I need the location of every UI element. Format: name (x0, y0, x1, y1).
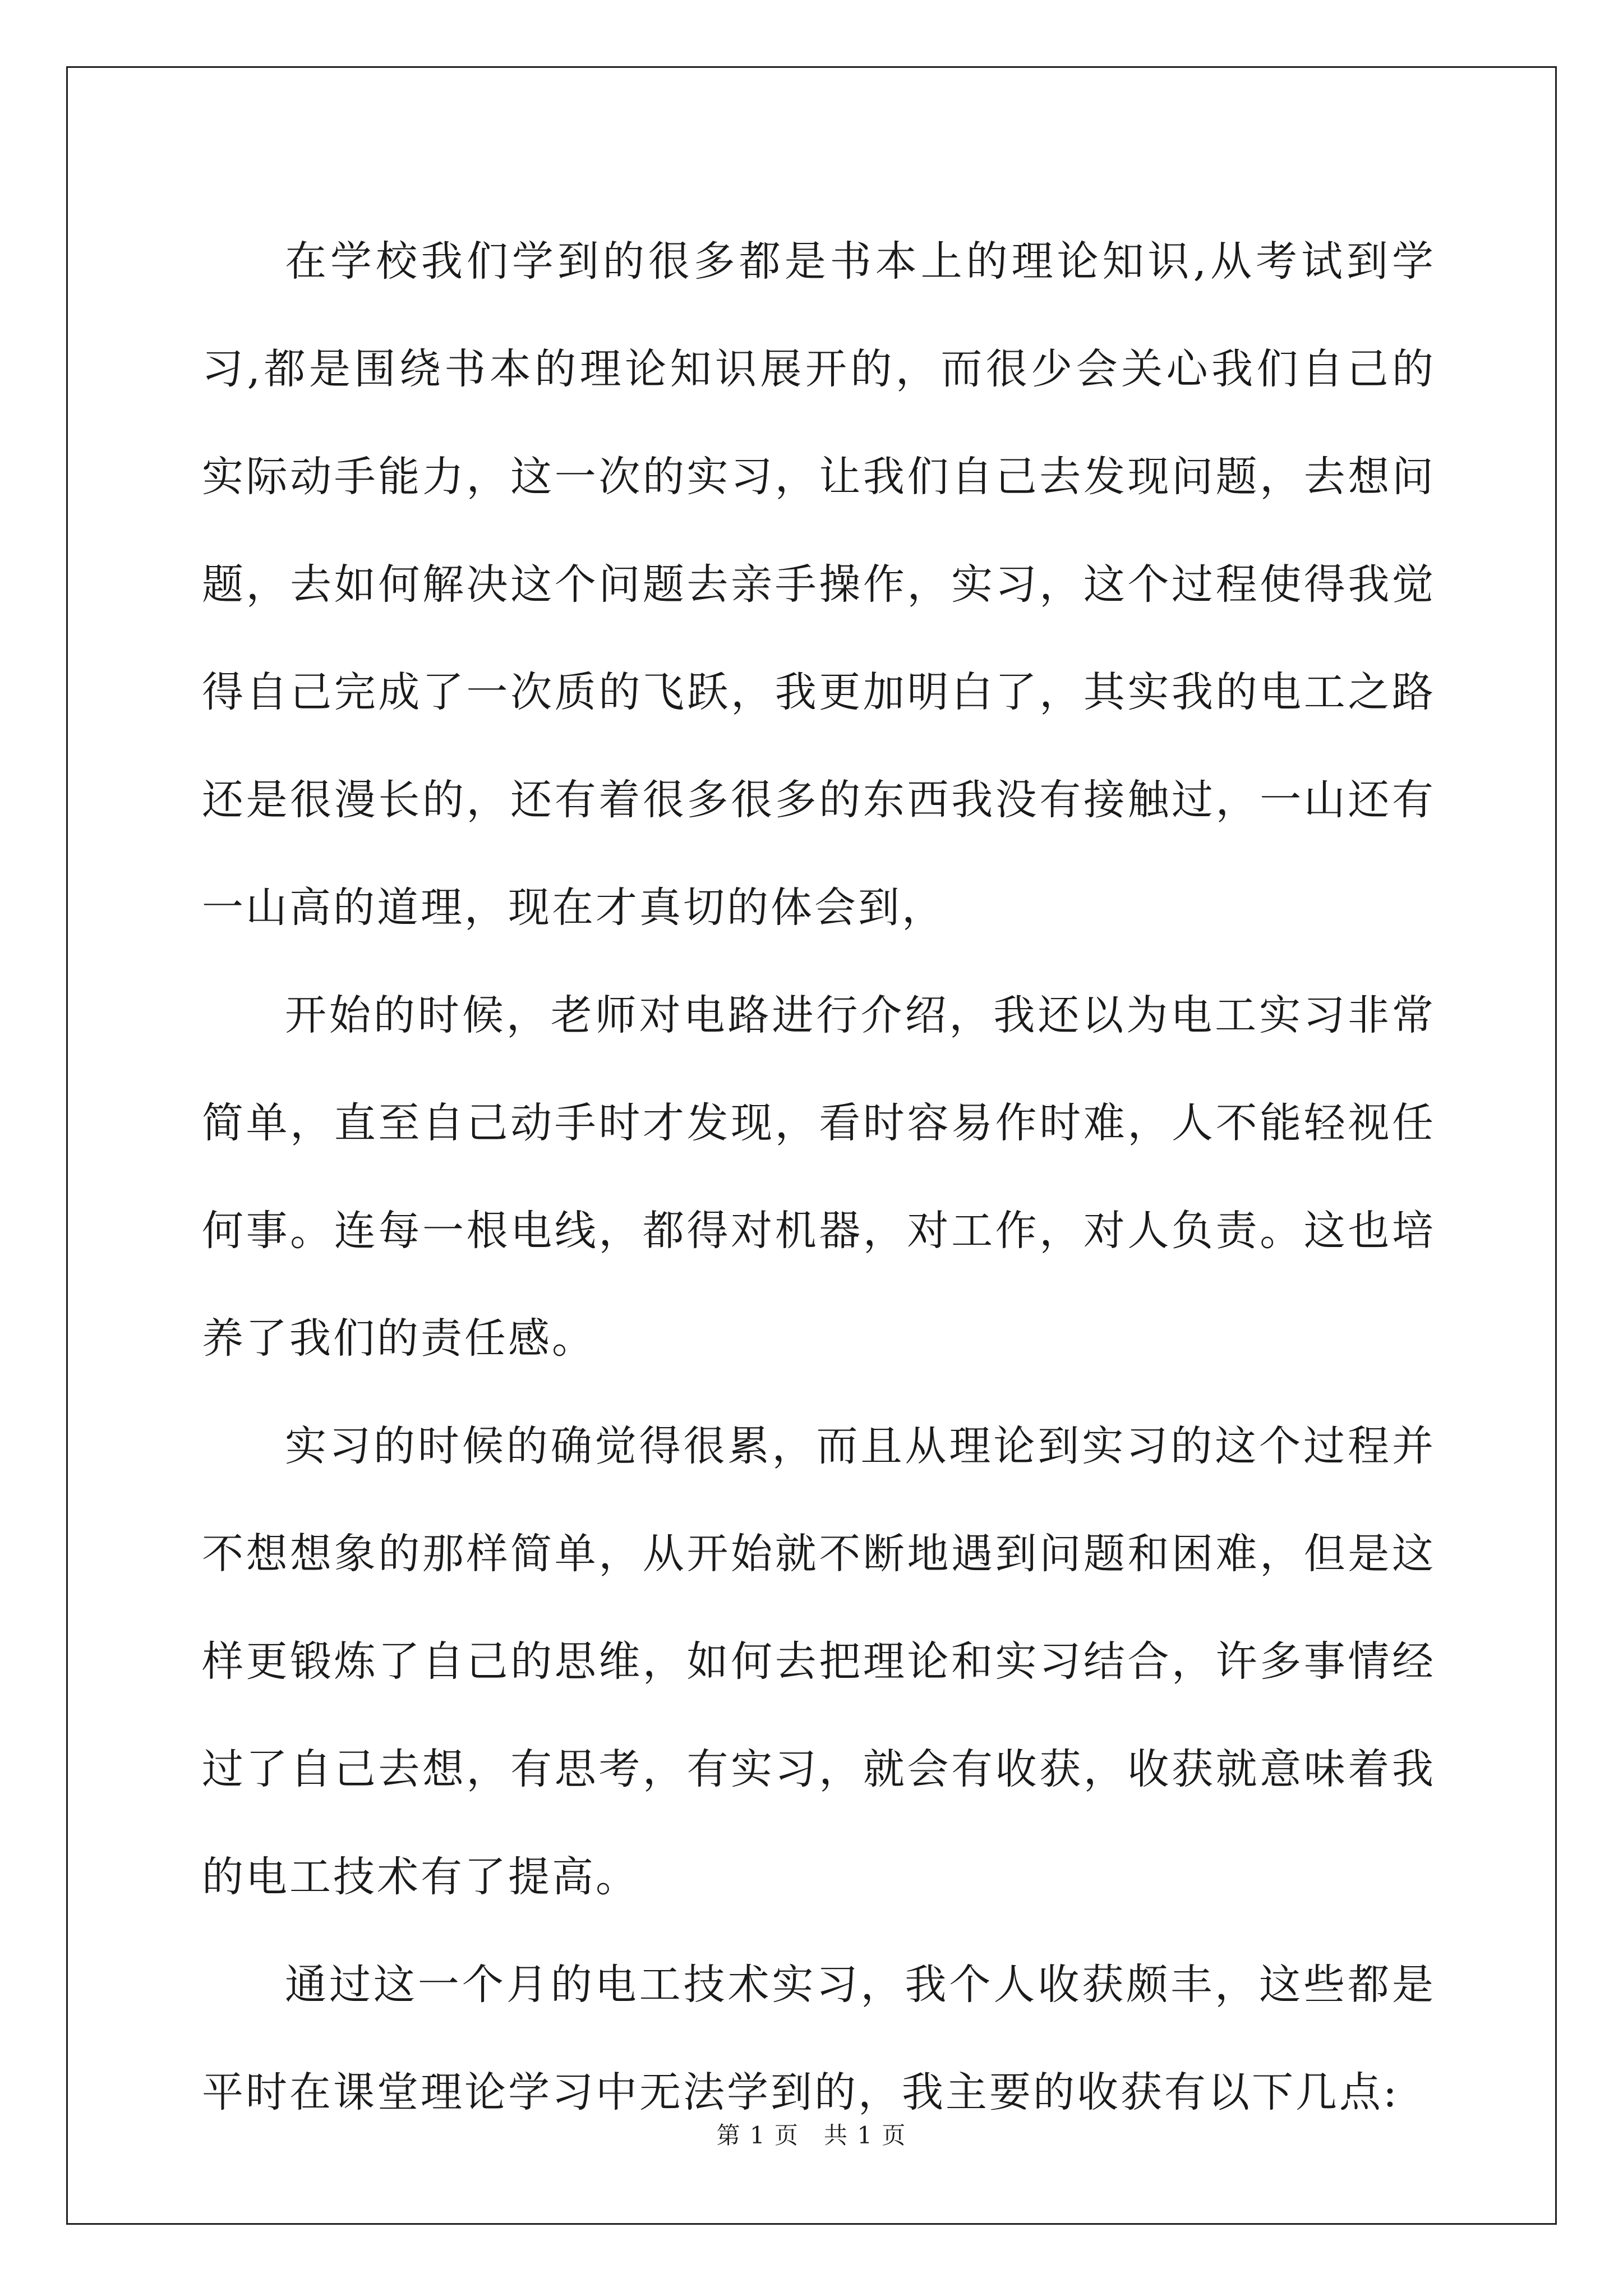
paragraph-4: 通过这一个月的电工技术实习，我个人收获颇丰，这些都是平时在课堂理论学习中无法学到的，我主要的收获有以下几点: (202, 1961, 1436, 2116)
paragraph-2: 开始的时候，老师对电路进行介绍，我还以为电工实习非常简单，直至自己动手时才发现，看时容易作时难，人不能轻视任何事。连每一根电线，都得对机器，对工作，对人负责。这也培养了我们的责任感。 (202, 991, 1436, 1363)
page-number-footer: 第 1 页 共 1 页 (716, 2122, 907, 2149)
paragraph-1: 在学校我们学到的很多都是书本上的理论知识,从考试到学习,都是围绕书本的理论知识展开的，而很少会关心我们自己的实际动手能力，这一次的实习，让我们自己去发现问题，去想问题，去如何解决这个问题去亲手操作，实习，这个过程使得我觉得自己完成了一次质的飞跃，我更加明白了，其实我的电工之路还是很漫长的，还有着很多很多的东西我没有接触过，一山还有一山高的道理，现在才真切的体会到， (202, 237, 1436, 932)
paragraph-3: 实习的时候的确觉得很累，而且从理论到实习的这个过程并不想想象的那样简单，从开始就不断地遇到问题和困难，但是这样更锻炼了自己的思维，如何去把理论和实习结合，许多事情经过了自己去想，有思考，有实习，就会有收获，收获就意味着我的电工技术有了提高。 (202, 1422, 1436, 1901)
document-body (202, 208, 1436, 2146)
